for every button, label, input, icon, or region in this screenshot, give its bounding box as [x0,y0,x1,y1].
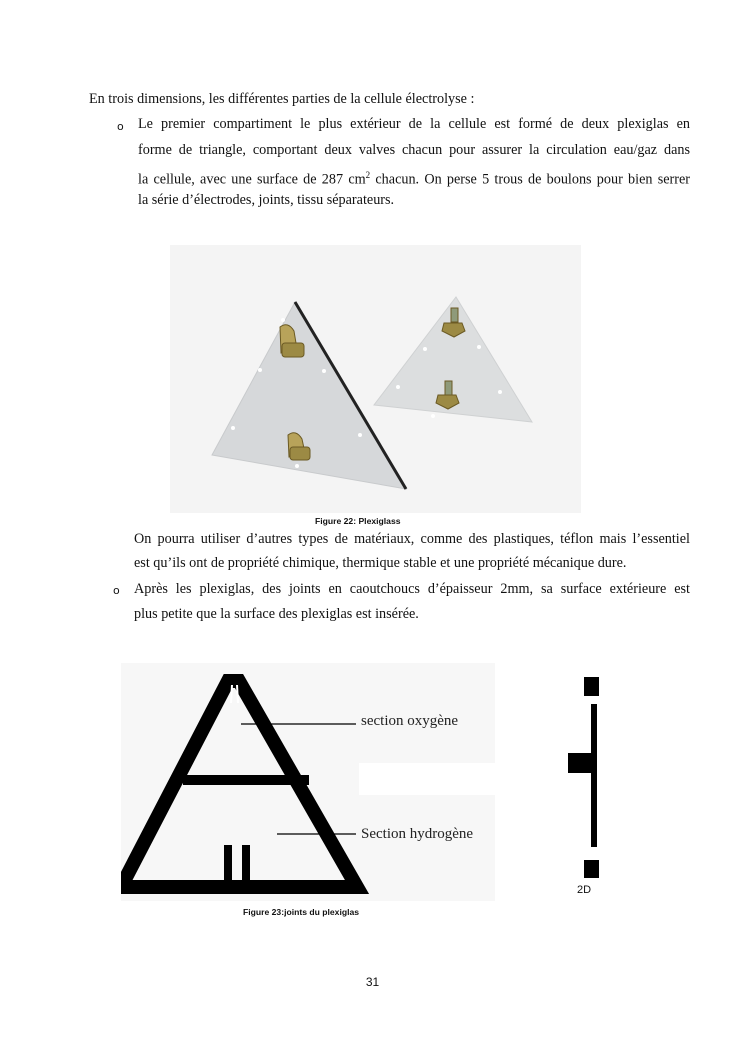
bullet1-line2: forme de triangle, comportant deux valves chacun pour assurer la circulation eau/gaz dans [138,142,690,158]
figure-plexiglass-image [170,245,581,513]
bullet2-line1: Après les plexiglas, des joints en caoutchoucs d’épaisseur 2mm, sa surface extérieure est [134,581,690,597]
label-2d: 2D [577,884,592,896]
page-number: 31 [365,975,380,989]
bullet-marker-2: o [113,584,120,597]
para2-line2: est qu’ils ont de propriété chimique, thermique stable et une propriété mécanique dure. [134,555,627,571]
para2-line1: On pourra utiliser d’autres types de matériaux, comme des plastiques, téflon mais l’essentiel [134,531,690,547]
label-section-hydrogen: Section hydrogène [361,826,474,842]
bullet-marker-1: o [117,120,124,133]
label-section-oxygen: section oxygène [361,713,459,729]
bullet1-line1: Le premier compartiment le plus extérieur de la cellule est formé de deux plexiglas en [138,116,690,132]
intro-text: En trois dimensions, les différentes parties de la cellule électrolyse : [89,91,475,107]
bullet2-line2: plus petite que la surface des plexiglas est insérée. [134,606,419,622]
bullet1-line4: la série d’électrodes, joints, tissu séparateurs. [138,192,395,208]
white-gap [359,763,495,795]
figure22-caption: Figure 22: Plexiglass [315,516,401,526]
figure23-caption: Figure 23:joints du plexiglas [243,907,360,917]
bullet1-line3: la cellule, avec une surface de 287 $cm^2$ chacun. On perse 5 trous de boulons pour bien serrer [138,170,690,188]
plexiglass-illustration [170,245,581,513]
figure-joints-image [121,663,495,901]
joint-2d-profile [560,672,610,882]
